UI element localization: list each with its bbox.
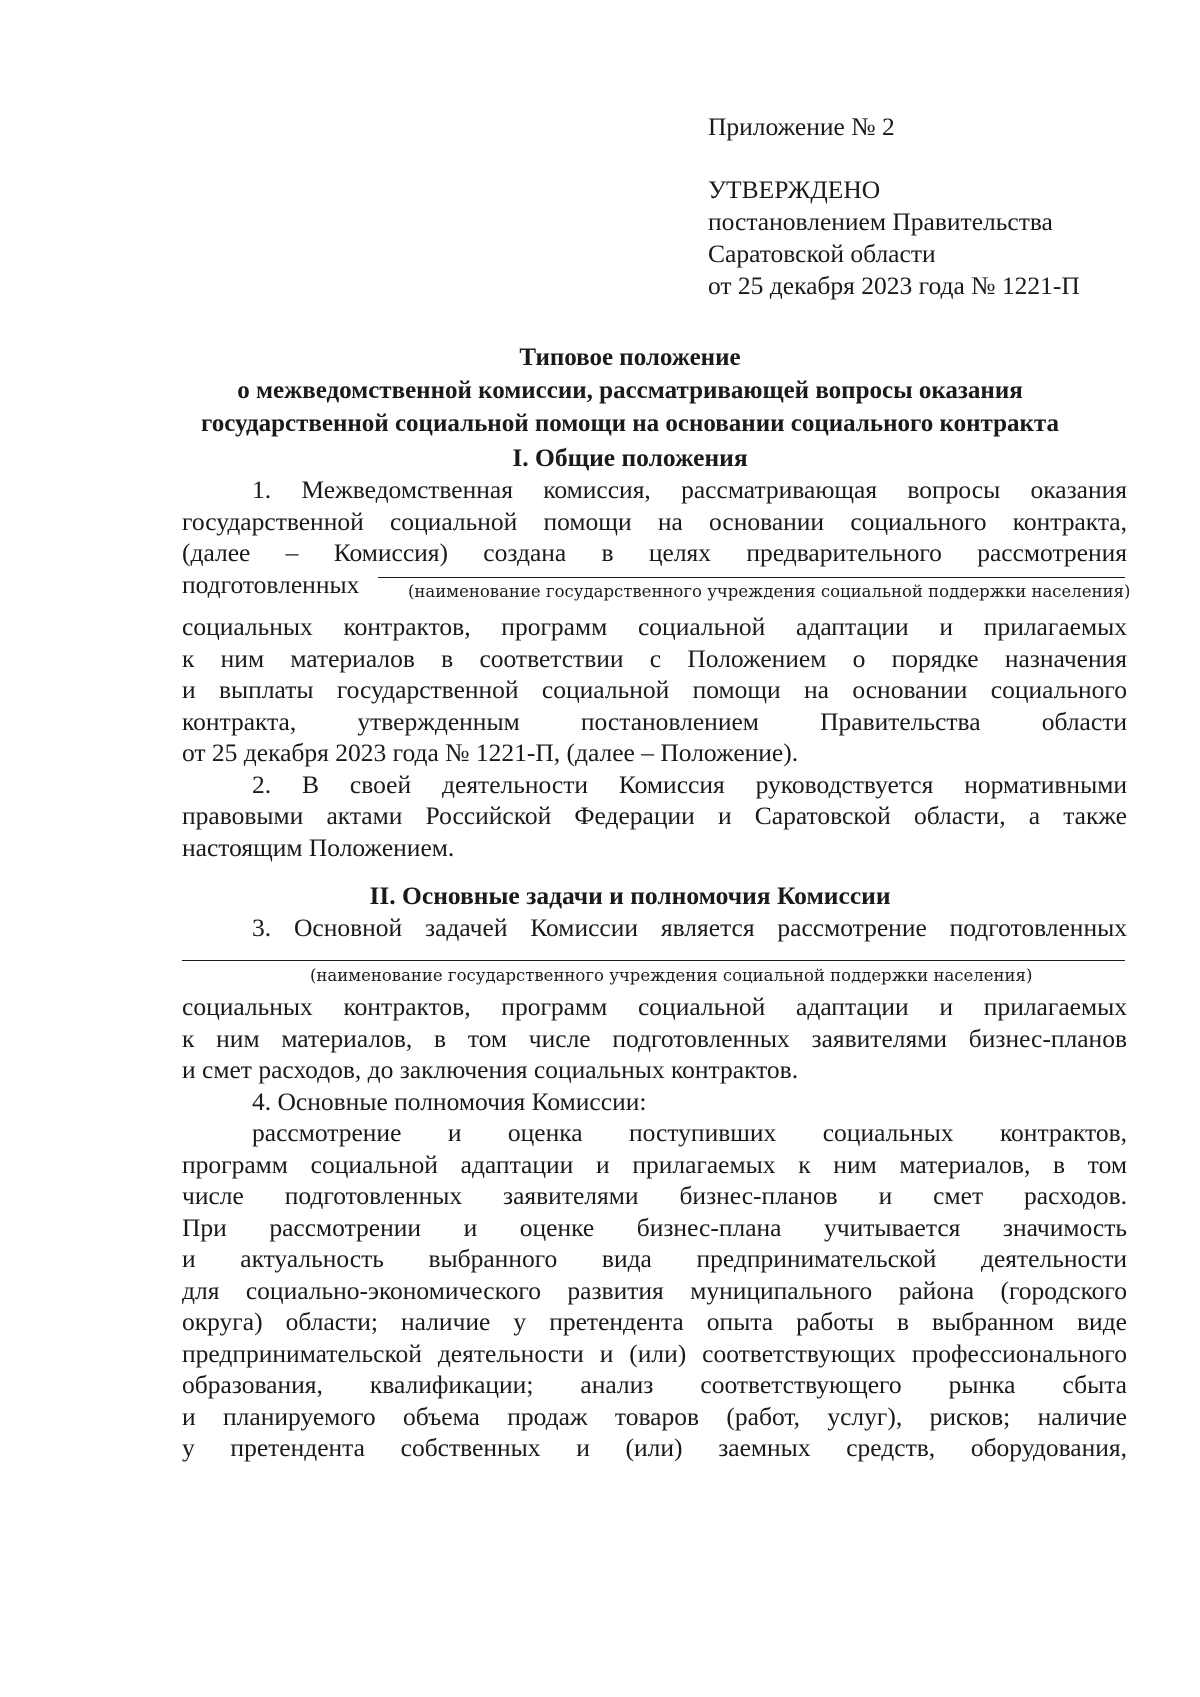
p1-cont-line-2: к ним материалов в соответствии с Положением о порядке назначения: [182, 643, 1127, 673]
paragraph-1-continued: [182, 611, 1127, 863]
document-title: [0, 341, 1200, 440]
p4-line-1: 4. Основные полномочия Комиссии:: [252, 1086, 647, 1116]
p2-line-3: настоящим Положением.: [182, 832, 455, 862]
paragraph-3: [182, 912, 1127, 944]
p1-cont-line-3: и выплаты государственной социальной помощи на основании социального: [182, 675, 1127, 704]
p1-line-2: государственной социальной помощи на основании социального контракта,: [182, 506, 1127, 536]
fill-in-line-2: [182, 960, 1125, 961]
p4-sub-line-3: числе подготовленных заявителями бизнес-планов и смет расходов.: [182, 1181, 1127, 1210]
p4-sub-line-11: у претендента собственных и (или) заемных средств, оборудования,: [182, 1433, 1127, 1462]
approved-line-2: Саратовской области: [708, 239, 936, 268]
p4-sub-line-4: При рассмотрении и оценке бизнес-плана учитывается значимость: [182, 1212, 1127, 1242]
fill-in-caption-2: (наименование государственного учреждения социальной поддержки населения): [310, 966, 1033, 985]
p1-fill-prefix: подготовленных: [182, 569, 360, 599]
section-1-heading: I. Общие положения: [512, 443, 748, 472]
p3-cont-line-1: социальных контрактов, программ социальной адаптации и прилагаемых: [182, 992, 1127, 1021]
p4-sub-line-6: для социально-экономического развития муниципального района (городского: [182, 1275, 1127, 1305]
paragraph-3-continued: [182, 991, 1127, 1464]
p4-sub-line-9: образования, квалификации; анализ соответствующего рынка сбыта: [182, 1370, 1127, 1399]
p3-cont-line-2: к ним материалов, в том числе подготовленных заявителями бизнес-планов: [182, 1023, 1127, 1053]
approval-block: [708, 174, 1080, 302]
title-line-2: о межведомственной комиссии, рассматривающей вопросы оказания: [237, 377, 1023, 404]
p1-cont-line-4: контракта, утвержденным постановлением Правительства области: [182, 706, 1127, 736]
p1-line-1: 1. Межведомственная комиссия, рассматривающая вопросы оказания: [252, 475, 1127, 504]
p2-line-2: правовыми актами Российской Федерации и Саратовской области, а также: [182, 801, 1127, 830]
p4-sub-line-10: и планируемого объема продаж товаров (работ, услуг), рисков; наличие: [182, 1401, 1127, 1431]
p4-sub-line-8: предпринимательской деятельности и (или) соответствующих профессионального: [182, 1338, 1127, 1368]
p3-line-1: 3. Основной задачей Комиссии является рассмотрение подготовленных: [252, 913, 1127, 942]
p4-sub-line-1: рассмотрение и оценка поступивших социальных контрактов,: [252, 1118, 1127, 1147]
p1-cont-line-5: от 25 декабря 2023 года № 1221-П, (далее – Положение).: [182, 738, 799, 767]
fill-in-caption-1: (наименование государственного учреждения социальной поддержки населения): [408, 582, 1131, 601]
title-line-3: государственной социальной помощи на основании социального контракта: [201, 410, 1059, 437]
appendix-label: Приложение № 2: [708, 112, 895, 141]
p4-sub-line-2: программ социальной адаптации и прилагаемых к ним материалов, в том: [182, 1149, 1127, 1179]
approved-title: УТВЕРЖДЕНО: [708, 175, 881, 204]
p4-sub-line-7: округа) области; наличие у претендента опыта работы в выбранном виде: [182, 1307, 1127, 1336]
p1-cont-line-1: социальных контрактов, программ социальной адаптации и прилагаемых: [182, 612, 1127, 641]
approved-line-1: постановлением Правительства: [708, 207, 1053, 236]
approved-line-3: от 25 декабря 2023 года № 1221-П: [708, 271, 1080, 300]
p1-line-3: (далее – Комиссия) создана в целях предварительного рассмотрения: [182, 538, 1127, 567]
p3-cont-line-3: и смет расходов, до заключения социальных контрактов.: [182, 1055, 799, 1084]
title-line-1: Типовое положение: [519, 344, 741, 371]
fill-in-line-1: [378, 577, 1125, 578]
p4-sub-line-5: и актуальность выбранного вида предпринимательской деятельности: [182, 1244, 1127, 1273]
p2-line-1: 2. В своей деятельности Комиссия руководствуется нормативными: [252, 769, 1127, 799]
section-2-heading: II. Основные задачи и полномочия Комиссии: [369, 881, 891, 910]
